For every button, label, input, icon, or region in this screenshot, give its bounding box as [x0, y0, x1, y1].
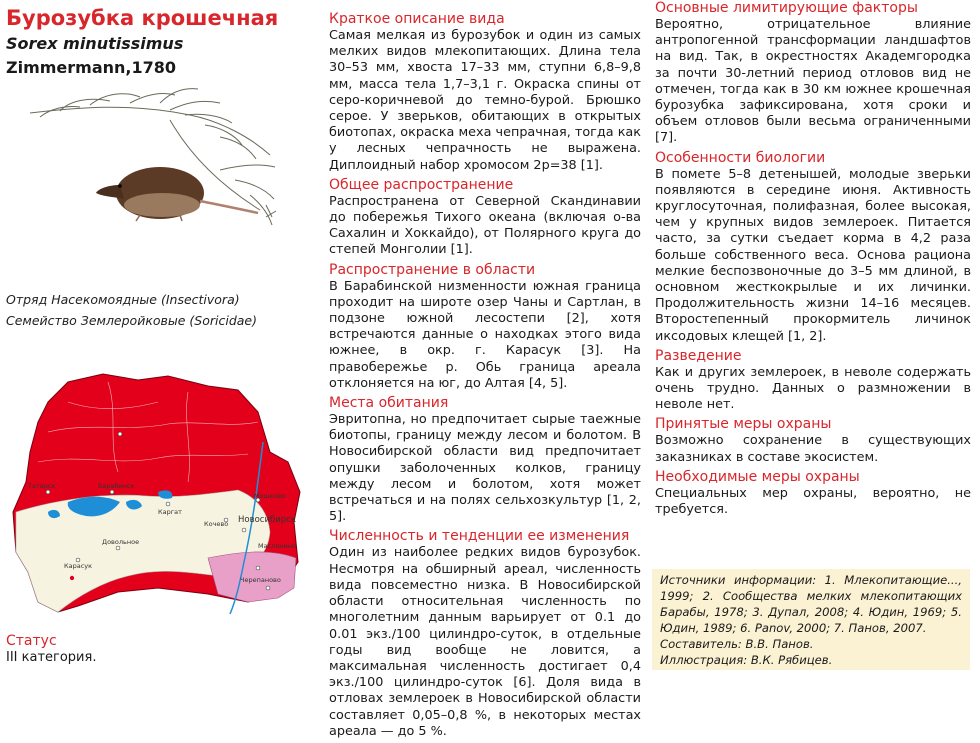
biology-text: В помете 5–8 детенышей, молодые зверьки появляются в середине июня. Активность круглосуточная, полифазная, более высокая, чем у крупных видов землероек. Питается часто, за сутки съедает корма в 4,2 раза больше собственного веса. Основа рациона мелкие беспозвоночные до 3–5 мм длиной, в основном жесткокрылые и их личинки. Продолжительность жизни 14–16 месяцев. Второстепенный прокормитель личинок иксодовых клещей [1, 2]. [655, 166, 971, 344]
regional-text: В Барабинской низменности южная граница проходит на широте озер Чаны и Сартлан, в подзоне южной лесостепи [2], хотя встречаются данные о находках этого вида южнее, в окр. г. Карасук [3]. На правобережье р. Обь граница ареала отклоняется на юг, до Алтая [4, 5]. [329, 278, 641, 391]
town-label: Мошково [254, 492, 286, 500]
range-map [8, 362, 308, 624]
breeding-heading: Разведение [655, 347, 742, 364]
measures-taken-heading: Принятые меры охраны [655, 416, 832, 433]
compiler-credit: Составитель: В.В. Панов. [660, 637, 814, 651]
limiting-heading: Основные лимитирующие факторы [655, 0, 918, 16]
taxonomy-family: Семейство Землеройковые (Soricidae) [6, 313, 258, 328]
middle-column [329, 11, 641, 743]
town-label: Барабинск [98, 482, 135, 490]
description-text: Самая мелкая из бурозубок и один из самых мелких видов млекопитающих. Длина тела 30–53 мм, хвоста 17–33 мм, ступни 6,8–9,8 мм, масса тела 1,7–3,1 г. Окраска спины от серо-коричневой до темно-бурой. Брюшко серое. У зверьков, обитающих в открытых биотопах, окраска меха чепрачная, тогда как у лесных чепрачность не выражена. Диплоидный набор хромосом 2р=38 [1]. [329, 28, 641, 173]
abundance-heading: Численность и тенденции ее изменения [329, 528, 630, 545]
right-column [655, 0, 971, 521]
measures-needed-text: Специальных мер охраны, вероятно, не требуется. [655, 485, 971, 518]
description-heading: Краткое описание вида [329, 11, 505, 27]
town-label: Маслянино [258, 542, 296, 550]
town-label: Карасук [64, 562, 93, 570]
species-title: Бурозубка крошечная [6, 6, 279, 30]
limiting-text: Вероятно, отрицательное влияние антропогенной трансформации ландшафтов на вид. Так, в окрестностях Академгородка за почти 30-летний период отловов вид не отмечен, тогда как в 30 км южнее крошечная бурозубка зафиксирована, хотя сроки и объем отловов были весьма ограниченными [7]. [655, 17, 971, 146]
habitat-heading: Места обитания [329, 395, 449, 412]
town-label: Кочево [204, 520, 229, 528]
taxonomy-order: Отряд Насекомоядные (Insectivora) [6, 292, 240, 307]
regional-heading: Распространение в области [329, 261, 536, 278]
measures-needed-heading: Необходимые меры охраны [655, 468, 860, 485]
town-label: Довольное [102, 538, 140, 546]
breeding-text: Как и других землероек, в неволе содержать очень трудно. Данных о размножении в неволе нет. [655, 364, 971, 413]
biology-heading: Особенности биологии [655, 149, 826, 166]
illustration-credit: Иллюстрация: В.К. Рябицев. [660, 653, 833, 667]
measures-taken-text: Возможно сохранение в существующих заказниках в составе экосистем. [655, 433, 971, 465]
shrew-illustration [20, 85, 310, 245]
town-label: Черепаново [240, 576, 281, 584]
latin-name: Sorex minutissimus [6, 34, 184, 53]
status-heading: Статус [6, 633, 57, 649]
distribution-text: Распространена от Северной Скандинавии до побережья Тихого океана (включая о-ва Сахалин и Хоккайдо), от Полярного круга до степей Монголии [1]. [329, 193, 641, 258]
sources-text: Источники информации: 1. Млекопитающие..., 1999; 2. Сообщества мелких млекопитающих Барабы, 1978; 3. Дупал, 2008; 4. Юдин, 1969; 5. Юдин, 1989; 6. Panov, 2000; 7. Панов, 2007. [660, 573, 962, 635]
habitat-text: Эвритопна, но предпочитает сырые таежные биотопы, границу между лесом и болотом. В Новосибирской области вид предпочитает опушки заболоченных колков, границу между лесом и болотом, хотя может встречаться и на полях сельхозкультур [1, 2, 5]. [329, 412, 641, 525]
town-label: Каргат [158, 508, 182, 516]
town-label: Татарск [28, 482, 56, 490]
author-citation: Zimmermann,1780 [6, 58, 177, 77]
status-value: III категория. [6, 650, 97, 665]
sources-box [652, 569, 970, 670]
abundance-text: Один из наиболее редких видов бурозубок. Несмотря на обширный ареал, численность вида повсеместно низка. В Новосибирской области относительная численность по многолетним данным варьирует от 0.1 до 0.01 экз./100 цилиндро-суток, в отдельные годы вид вообще не ловится, а максимальная численность достигает 0,4 экз./100 цилиндро-суток [6]. Доля вида в отловах землероек в Новосибирской области составляет 0,05–0,8 %, в некоторых местах ареала — до 5 %. [329, 545, 641, 739]
town-label: Новосибирск [238, 515, 296, 525]
distribution-heading: Общее распространение [329, 176, 514, 193]
